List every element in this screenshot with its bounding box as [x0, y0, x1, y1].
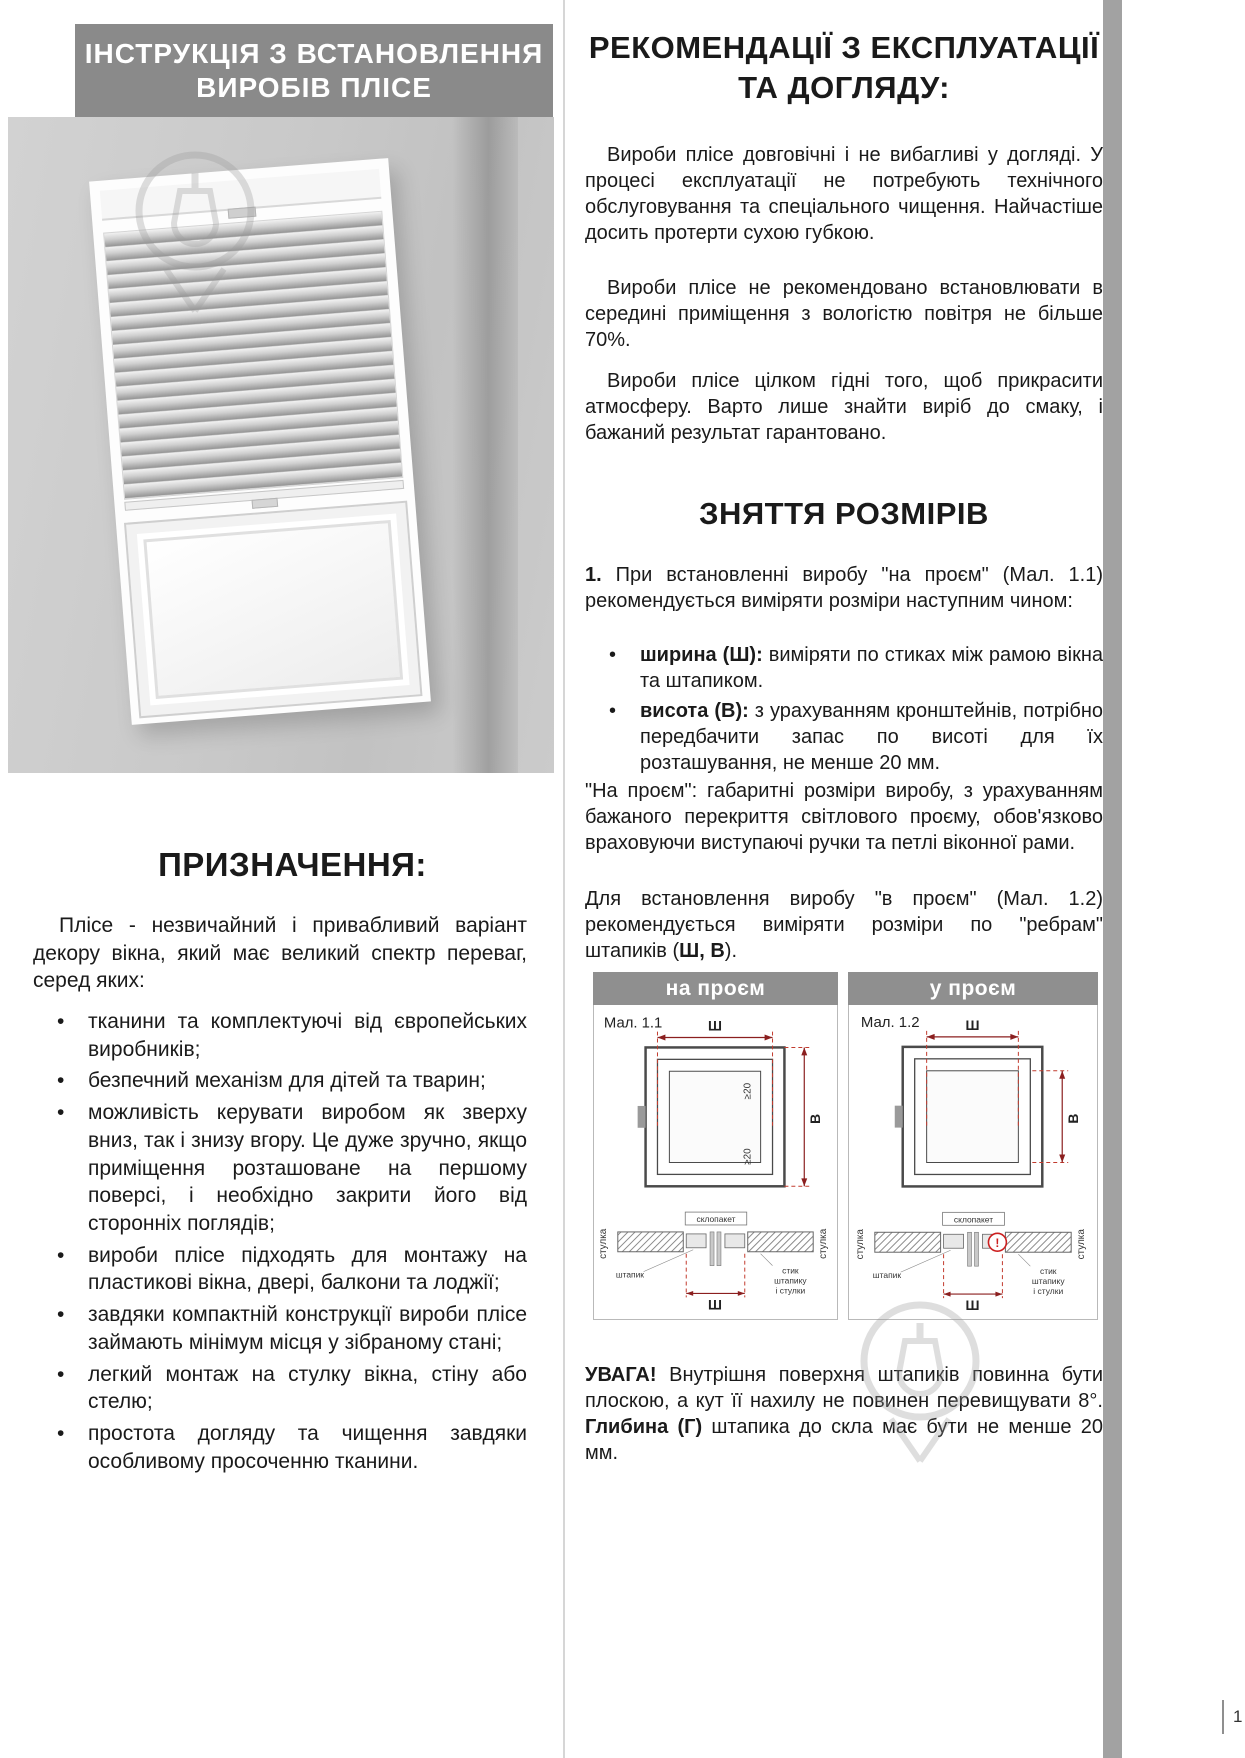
window-measure-diagram: [849, 1005, 1097, 1319]
depth-term: Глибина (Г): [585, 1416, 703, 1438]
height-definition: з урахуванням кронштейнів, потрібно передбачити запас по висоті для їх розташування, не менше 20 мм.: [640, 700, 1103, 774]
measuring-title: ЗНЯТТЯ РОЗМІРІВ: [699, 496, 989, 531]
sash-right-label: стулка: [1076, 1229, 1088, 1260]
care-title: [585, 28, 1103, 107]
window-measure-diagram: [594, 1005, 837, 1319]
sash-right-label: стулка: [818, 1228, 830, 1259]
in-opening-text2: ).: [724, 940, 738, 962]
height-term: висота (В):: [640, 700, 749, 722]
width-definition: виміряти по стиках між рамою вікна та штапиком.: [640, 644, 1103, 692]
list-item: • простота догляду та чищення завдяки особливому просоченню тканини.: [33, 1420, 527, 1475]
height-label: В: [807, 1113, 824, 1124]
list-item: [585, 698, 1103, 776]
instruction-header-line2: ВИРОБІВ ПЛІСЕ: [196, 71, 432, 103]
measuring-intro-text: При встановленні виробу "на проєм" (Мал. 1.1) рекомендується виміряти розміри наступним чином:: [585, 564, 1103, 612]
window-frame-drawing: [895, 1047, 1043, 1187]
list-item: • тканини та комплектуючі від європейських виробників;: [33, 1008, 527, 1063]
list-item: • безпечний механізм для дітей та тварин;: [33, 1067, 527, 1095]
diagram-u-proem: [848, 972, 1098, 1320]
column-divider: [563, 0, 565, 1758]
list-item: • завдяки компактній конструкції вироби плісе займають мінімум місця у зібраному стані;: [33, 1301, 527, 1356]
page-number: 1: [1222, 1700, 1242, 1734]
width-label: Ш: [965, 1016, 980, 1033]
attention-text2: штапика до скла має бути не менше 20 мм.: [585, 1416, 1103, 1464]
warning-marker-text: !: [995, 1236, 1000, 1251]
list-item: • вироби плісе підходять для монтажу на пластикові вікна, двері, балкони та лоджії;: [33, 1242, 527, 1297]
store-watermark-icon: [845, 1283, 995, 1478]
sash-left-label: стулка: [854, 1229, 866, 1260]
window-lower-sash: [126, 503, 420, 716]
attention-text1: Внутрішня поверхня штапиків повинна бути плоскою, а кут її нахилу не повинен перевищувати 8°.: [585, 1364, 1103, 1412]
diagram-header: на проєм: [593, 972, 838, 1005]
list-item: • можливість керувати виробом як зверху вниз, так і знизу вгору. Це дуже зручно, якщо приміщення розташоване на першому поверсі, і необхідно закрити його від сторонніх поглядів;: [33, 1099, 527, 1238]
min-20-bottom-label: ≥20: [742, 1148, 754, 1165]
in-opening-text1: Для встановлення виробу "в проєм" (Мал. 1.2) рекомендується виміряти розміри по "ребрам" штапиків (: [585, 888, 1103, 962]
wall-shadow: [452, 117, 518, 773]
width-bottom-label: Ш: [965, 1297, 980, 1314]
joint-label-line1: стик: [1039, 1266, 1057, 1277]
diagram-header: у проєм: [848, 972, 1098, 1005]
care-title-line1: РЕКОМЕНДАЦІЇ З ЕКСПЛУАТАЦІЇ: [588, 30, 1100, 65]
width-term: ширина (Ш):: [640, 644, 763, 666]
care-title-line2: ТА ДОГЛЯДУ:: [738, 69, 950, 105]
diagram-na-proem: [593, 972, 838, 1320]
list-item: [585, 642, 1103, 694]
bead-label: штапик: [615, 1269, 644, 1280]
instruction-header: [75, 24, 553, 117]
window-frame-drawing: [638, 1047, 785, 1186]
on-opening-paragraph: "На проєм": габаритні розміри виробу, з урахуванням бажаного перекриття світлового проєму, обов'язково враховуючи виступаючі ручки та петлі віконної рами.: [585, 780, 1103, 854]
purpose-title: ПРИЗНАЧЕННЯ:: [158, 846, 427, 883]
measuring-intro-number: 1.: [585, 564, 602, 586]
figure-caption: Мал. 1.2: [860, 1013, 920, 1031]
purpose-intro: Плісе - незвичайний і привабливий варіант декору вікна, який має великий спектр переваг, серед яких:: [33, 914, 527, 993]
care-paragraph-3: Вироби плісе цілком гідні того, щоб прикрасити атмосферу. Варто лише знайти виріб до смаку, і бажаний результат гарантовано.: [585, 370, 1103, 444]
care-paragraph-2: Вироби плісе не рекомендовано встановлювати в середині приміщення з вологістю повітря не більше 70%.: [585, 277, 1103, 351]
glass-unit-label: склопакет: [953, 1214, 994, 1225]
figure-caption: Мал. 1.1: [603, 1015, 663, 1032]
glass-unit-label: склопакет: [696, 1214, 736, 1225]
right-edge-bar: [1103, 0, 1122, 1758]
in-opening-paragraph: [585, 886, 1103, 964]
care-paragraph-1: Вироби плісе довговічні і не вибагливі у догляді. У процесі експлуатації не потребують технічного обслуговування та спеціального чищення. Найчастіше досить протерти сухою губкою.: [585, 144, 1103, 244]
product-photo: [8, 117, 554, 773]
bead-label: штапик: [872, 1270, 902, 1281]
joint-label-line3: і стулки: [775, 1285, 806, 1296]
list-item: • легкий монтаж на стулку вікна, стіну або стелю;: [33, 1361, 527, 1416]
measuring-list: [585, 642, 1103, 780]
joint-label-line2: штапику: [1031, 1276, 1065, 1287]
attention-paragraph: [585, 1362, 1103, 1466]
sash-left-label: стулка: [597, 1228, 609, 1259]
diagram-figure: [848, 1005, 1098, 1320]
watermark-logo-icon: [845, 1283, 995, 1478]
watermark-logo-icon: [120, 133, 270, 328]
window-glass: [143, 520, 403, 699]
measuring-intro: [585, 562, 1103, 614]
blind-bottom-handle: [252, 498, 279, 509]
diagram-figure: [593, 1005, 838, 1320]
height-dimension: [784, 1047, 823, 1186]
profile-cross-section: [598, 1212, 829, 1312]
joint-label-line1: стик: [782, 1265, 799, 1276]
joint-label-line3: і стулки: [1033, 1286, 1064, 1297]
purpose-list: [33, 1008, 527, 1480]
height-label: В: [1065, 1113, 1082, 1124]
store-watermark-icon: [120, 133, 270, 328]
joint-label-line2: штапику: [774, 1275, 807, 1286]
min-20-top-label: ≥20: [742, 1082, 754, 1100]
instruction-header-line1: ІНСТРУКЦІЯ З ВСТАНОВЛЕННЯ: [84, 38, 544, 70]
width-label: Ш: [708, 1017, 722, 1034]
width-bottom-label: Ш: [708, 1296, 722, 1313]
attention-lead: УВАГА!: [585, 1364, 657, 1386]
in-opening-dims: Ш, В: [679, 940, 725, 962]
